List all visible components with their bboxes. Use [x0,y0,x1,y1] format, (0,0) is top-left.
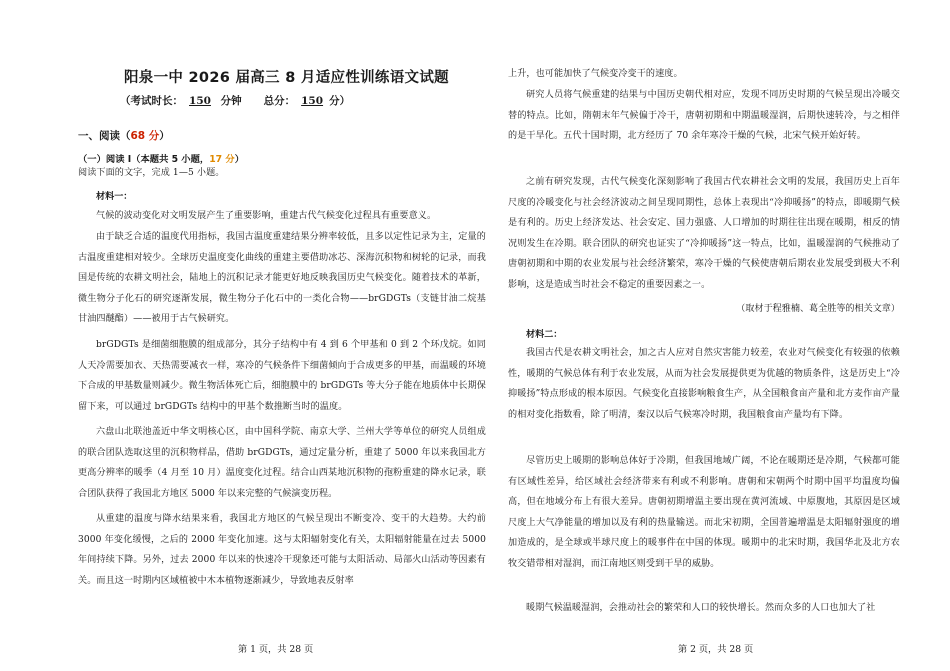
time-label: （考试时长： [120,95,183,107]
source-citation: （取材于程雅楠、葛全胜等的相关文章） [736,304,900,314]
paragraph: 暖期气候温暖湿润，会推动社会的繁荣和人口的较快增长。然而众多的人口也加大了社 [526,603,876,613]
paragraph: 六盘山北联池盖近中华文明核心区，由中国科学院、南京大学、兰州大学等单位的研究人员组成的联合团队选取这里的沉积物样品，借助 brGDGTs，通过定量分析，重建了 5000 年以来我国北方更高分辨率的暖季（4 月至 10 月）温度变化过程。结合山西某地沉积物的孢粉重建的降水记录，联合团队获得了我国北方地区 5000 年以来完整的气候演变历程。 [78,427,486,499]
page-right [508,0,900,671]
paragraph: 气候的波动变化对文明发展产生了重要影响，重建古代气候变化过程具有重要意义。 [96,211,437,221]
exam-subtitle [120,93,350,108]
score-value: 150 [301,95,324,107]
instruction-text: 阅读下面的文字，完成 1—5 小题。 [78,168,225,178]
paragraph: 尽管历史上暖期的影响总体好于冷期，但我国地域广阔，不论在暖期还是冷期，气候都可能有区域性差异，给区域社会经济带来有利或不利影响。唐朝和宋朝两个时期中国平均温度均偏高，但在地域分布上有很大差异。唐朝初期增温主要出现在黄河流域、中原腹地，其原因是区域尺度上大气净能量的增加以及有利的热量输送。而北宋初期，全国普遍增温是太阳辐射强度的增加造成的，是全球或半球尺度上的暖事件在中国的体现。暖期中的北宋时期，我国华北及北方农牧交错带相对湿润，而江南地区则受到干旱的威胁。 [508,456,900,569]
subsection-close: ） [234,154,244,165]
paragraph: 我国古代是农耕文明社会，加之古人应对自然灾害能力较差，农业对气候变化有较强的依赖性，暖期的气候总体有利于农业发展，从而为社会发展提供更为优越的物质条件，这是历史上“冷抑暖扬”特点形成的根本原因。气候变化直接影响粮食生产，从全国粮食亩产量和北方麦作亩产量的相对变化指数看，除了明清，秦汉以后气候寒冷时期，我国粮食亩产量均有下降。 [508,348,900,420]
section-close: ） [159,130,170,142]
material-two-label: 材料二： [526,329,563,340]
paragraph: 从重建的温度与降水结果来看，我国北方地区的气候呈现出不断变冷、变干的大趋势。大约前 3000 年变化缓慢，之后的 2000 年变化加速。这与太阳辐射变化有关，太阳辐射能量在过去 5000 年间持续下降。另外，过去 2000 年以来的快速冷干现象还可能与太阳活动、局部火山活动等因素有关。而且这一时期内区域植被中木本植物逐渐减少，导致地表反射率 [78,514,486,586]
section-label: 一、阅读（ [78,130,131,142]
paragraph: 研究人员将气候重建的结果与中国历史朝代相对应，发现不同历史时期的气候呈现出冷暖交替的特点。比如，隋朝末年气候偏于冷干，唐朝初期和中期温暖湿润，后期快速转冷，与之相伴的是干旱化。五代十国时期，北方经历了 70 余年寒冷干燥的气候，北宋气候开始好转。 [508,90,900,142]
paragraph: 之前有研究发现，古代气候变化深刻影响了我国古代农耕社会文明的发展，我国历史上百年尺度的冷暖变化与社会经济波动之间呈现同期性，总体上表现出“冷抑暖扬”的特点，即暖期气候是有利的。历史上经济发达、社会安定、国力强盛、人口增加的时期往往出现在暖期，相反的情况则发生在冷期。联合团队的研究也证实了“冷抑暖扬”这一特点，比如，温暖湿润的气候推动了唐朝初期和中期的农业发展与社会经济繁荣，寒冷干燥的气候使唐朝后期农业发展受到极大不利影响，这是造成当时社会不稳定的重要因素之一。 [508,177,900,290]
paragraph: 上升，也可能加快了气候变冷变干的速度。 [508,69,683,79]
material-one-label: 材料一： [96,191,133,202]
page-footer: 第 2 页，共 28 页 [678,644,754,655]
subsection-label: （一）阅读 I（本题共 5 小题， [78,154,210,165]
paragraph: brGDGTs 是细菌细胞膜的组成部分，其分子结构中有 4 到 6 个甲基和 0 到 2 个环戊烷。如同人天冷需要加衣、天热需要减衣一样，寒冷的气候条件下细菌倾向于合成更多的甲基，而温暖的环境下合成的甲基数量则减少。微生物活体死亡后，细胞膜中的 brGDGTs 等大分子能在地质体中长期保留下来，可以通过 brGDGTs 结构中的甲基个数推断当时的温度。 [78,340,486,412]
page-footer: 第 1 页，共 28 页 [238,644,314,655]
section-heading [78,128,170,143]
subsection-score: 17 分 [209,154,235,165]
page-left [78,0,486,671]
score-label: 总分： [263,95,296,107]
paragraph: 由于缺乏合适的温度代用指标，我国古温度重建结果分辨率较低，且多以定性记录为主，定量的古温度重建相对较少。全球历史温度变化曲线的重建主要借助冰芯、深海沉积物和树轮的记录，而我国是传统的农耕文明社会，陆地上的沉积记录才能更好地反映我国历史气候变化。随着技术的革新，微生物分子化石的研究逐渐发展，微生物分子化石中的一类化合物——brGDGTs（支链甘油二烷基甘油四醚酯）——被用于古气候研究。 [78,232,486,325]
exam-title: 阳泉一中 2026 届高三 8 月适应性训练语文试题 [124,70,449,86]
time-unit: 分钟 [220,95,242,107]
time-value: 150 [189,95,211,107]
score-unit: 分） [329,95,351,107]
section-score: 68 分 [130,130,160,142]
